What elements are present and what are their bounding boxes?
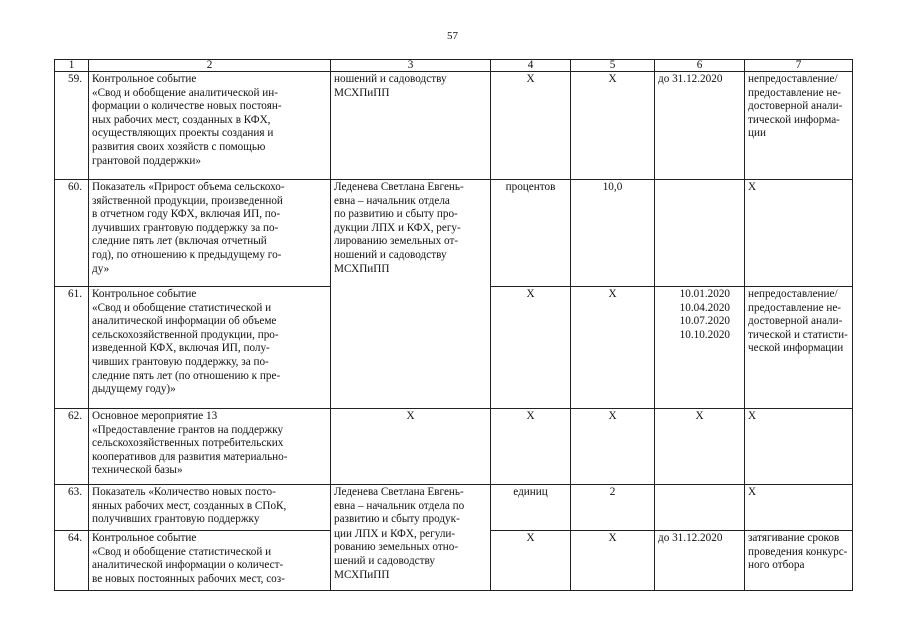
row-description: Контрольное событие «Свод и обобщение аналитической ин- формации о количестве новых постоян- ных рабочих мест, созданных в КФХ, осуществляющих проекты создания и развития своих хозяйств с помощью грантовой поддержки»	[89, 72, 331, 180]
plan-table	[54, 59, 853, 591]
row-date: до 31.12.2020	[655, 72, 745, 180]
row-number: 63.	[55, 485, 89, 531]
column-header: 5	[571, 60, 655, 72]
row-responsible: Леденева Светлана Евгень- евна – начальник отдела по развитию и сбыту про- дукции ЛПХ и КФХ, регу- лированию земельных от- ношений и садоводству МСХПиПП	[331, 180, 491, 409]
column-header: 1	[55, 60, 89, 72]
row-unit: Х	[491, 409, 571, 485]
row-number: 61.	[55, 287, 89, 409]
row-number: 59.	[55, 72, 89, 180]
row-date	[655, 485, 745, 531]
row-date: до 31.12.2020	[655, 531, 745, 591]
row-value: Х	[571, 287, 655, 409]
row-number: 62.	[55, 409, 89, 485]
table-row	[55, 485, 853, 531]
responsible-text-bottom: ции ЛПХ и КФХ, регули- рованию земельных отно- шений и садоводству МСХПиПП	[334, 527, 459, 581]
table-header-row	[55, 60, 853, 72]
row-unit: Х	[491, 531, 571, 591]
row-number: 64.	[55, 531, 89, 591]
column-header: 2	[89, 60, 331, 72]
row-value: 2	[571, 485, 655, 531]
column-header: 6	[655, 60, 745, 72]
column-header: 7	[745, 60, 853, 72]
row-value: Х	[571, 409, 655, 485]
row-responsible: Х	[331, 409, 491, 485]
table-row	[55, 72, 853, 180]
row-description: Контрольное событие «Свод и обобщение статистической и аналитической информации о количест- ве новых постоянных рабочих мест, соз-	[89, 531, 331, 591]
row-responsible	[331, 485, 491, 591]
row-risk: непредоставление/ предоставление не- достоверной анали- тической информа- ции	[745, 72, 853, 180]
row-risk: затягивание сроков проведения конкурс- ного отбора	[745, 531, 853, 591]
row-date	[655, 180, 745, 287]
row-risk: Х	[745, 180, 853, 287]
row-unit: процентов	[491, 180, 571, 287]
column-header: 3	[331, 60, 491, 72]
row-date: Х	[655, 409, 745, 485]
row-description: Контрольное событие «Свод и обобщение статистической и аналитической информации об объеме сельскохозяйственной продукции, про- изведенной КФХ, включая ИП, полу- чивших грантовую поддержку, за по- следние пять лет (по отношению к пре- дыдущему году)»	[89, 287, 331, 409]
row-description: Показатель «Прирост объема сельскохо- зяйственной продукции, произведенной в отчетном году КФХ, включая ИП, по- лучивших грантовую поддержку за по- следние пять лет (включая отчетный год), по отношению к предыдущему го- ду»	[89, 180, 331, 287]
table-row	[55, 409, 853, 485]
row-responsible: ношений и садоводству МСХПиПП	[331, 72, 491, 180]
row-description: Основное мероприятие 13 «Предоставление грантов на поддержку сельскохозяйственных потребительских кооперативов для развития материально- технической базы»	[89, 409, 331, 485]
row-unit: Х	[491, 72, 571, 180]
row-unit: Х	[491, 287, 571, 409]
row-value: 10,0	[571, 180, 655, 287]
row-risk: Х	[745, 409, 853, 485]
page-number: 57	[447, 30, 458, 42]
row-value: Х	[571, 531, 655, 591]
row-risk: Х	[745, 485, 853, 531]
row-unit: единиц	[491, 485, 571, 531]
row-risk: непредоставление/ предоставление не- достоверной анали- тической и статисти- ческой информации	[745, 287, 853, 409]
row-value: Х	[571, 72, 655, 180]
row-date: 10.01.2020 10.04.2020 10.07.2020 10.10.2020	[655, 287, 745, 409]
row-description: Показатель «Количество новых посто- янных рабочих мест, созданных в СПоК, получивших грантовую поддержку	[89, 485, 331, 531]
responsible-text-top: Леденева Светлана Евгень- евна – начальник отдела по развитию и сбыту продук-	[334, 486, 465, 526]
table-row	[55, 180, 853, 287]
column-header: 4	[491, 60, 571, 72]
row-number: 60.	[55, 180, 89, 287]
